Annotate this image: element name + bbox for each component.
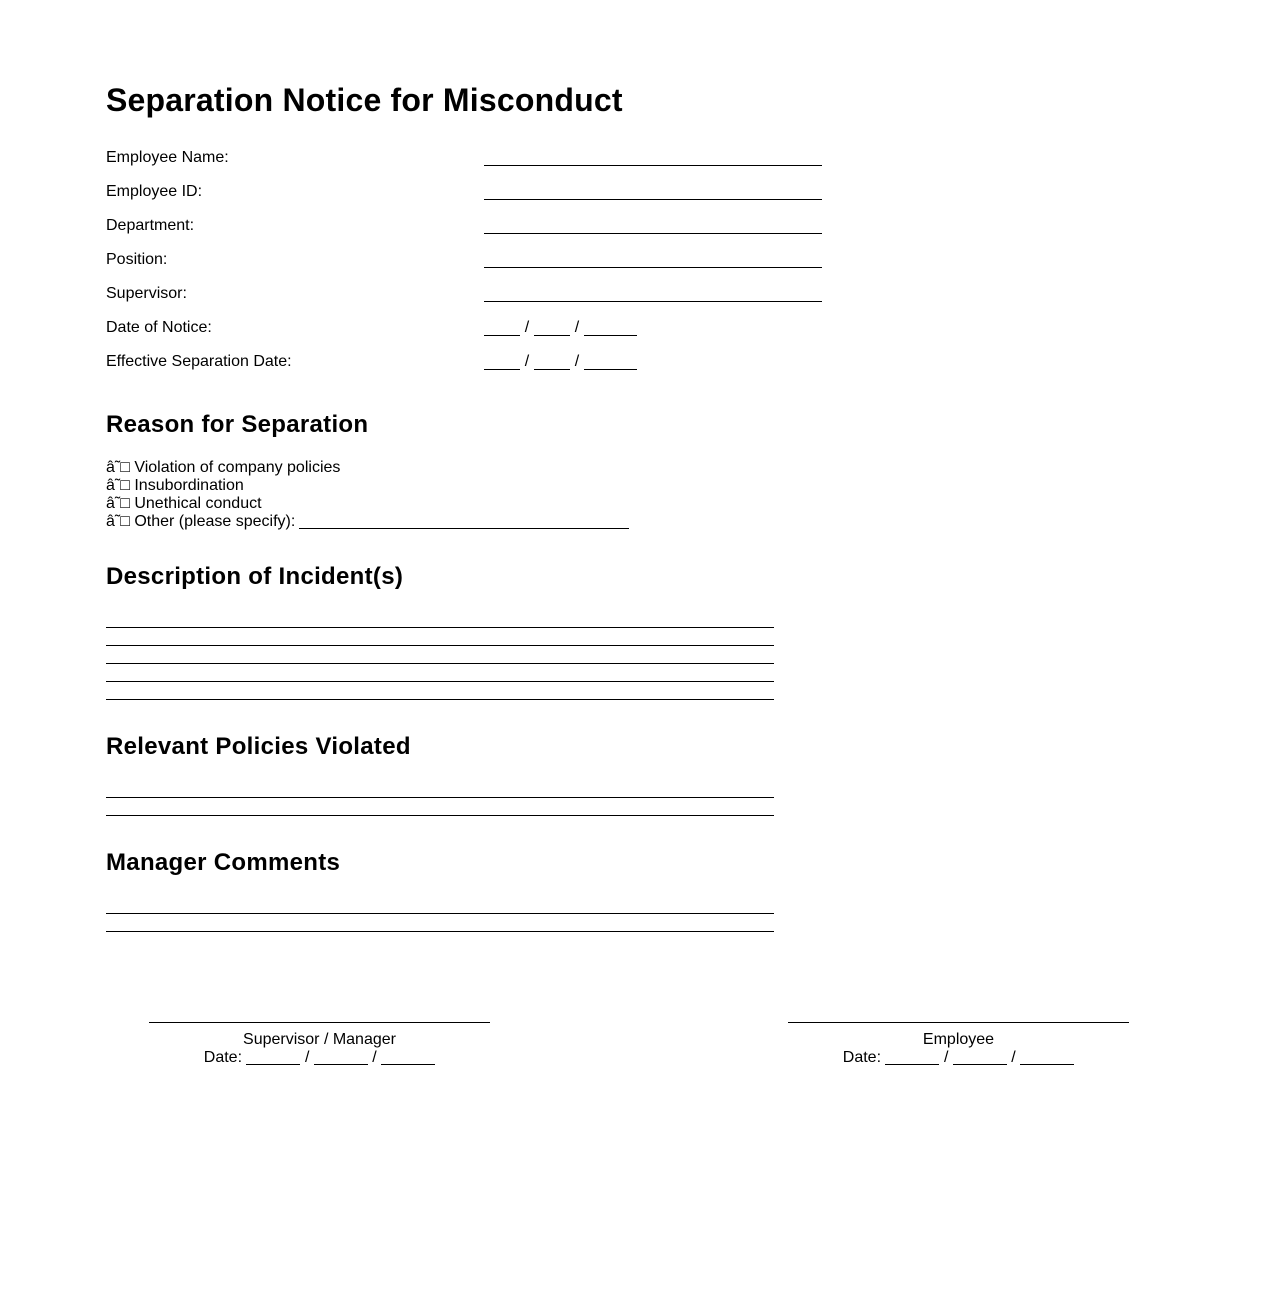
date-separator: / (304, 1049, 310, 1066)
position-row (106, 250, 826, 270)
checkbox-icon[interactable]: â˜□ (106, 477, 130, 494)
comments-heading: Manager Comments (106, 849, 341, 876)
supervisor-role-label: Supervisor / Manager (243, 1031, 396, 1048)
effective-date-row (106, 352, 826, 372)
checkbox-icon[interactable]: â˜□ (106, 495, 130, 512)
date-separator: / (943, 1049, 949, 1066)
date-of-notice-row (106, 318, 826, 338)
description-heading: Description of Incident(s) (106, 563, 404, 590)
page-title: Separation Notice for Misconduct (106, 82, 623, 118)
date-of-notice-field (484, 318, 637, 338)
policies-line-2[interactable] (106, 815, 774, 816)
employee-date-day-field[interactable] (953, 1049, 1007, 1065)
supervisor-field[interactable] (484, 301, 822, 302)
description-line-5[interactable] (106, 699, 774, 700)
supervisor-signature-block (149, 1022, 490, 1067)
policies-heading: Relevant Policies Violated (106, 733, 411, 760)
option-label: Violation of company policies (134, 459, 341, 476)
option-label: Unethical conduct (134, 495, 262, 512)
other-specify-field[interactable] (299, 513, 629, 529)
employee-role-label: Employee (922, 1031, 995, 1048)
description-line-4[interactable] (106, 681, 774, 682)
date-separator: / (574, 319, 580, 336)
date-of-notice-label: Date of Notice: (106, 319, 212, 336)
employee-id-row (106, 182, 826, 202)
description-line-1[interactable] (106, 627, 774, 628)
notice-year-field[interactable] (584, 318, 637, 336)
department-field[interactable] (484, 233, 822, 234)
department-label: Department: (106, 217, 195, 234)
supervisor-date-year-field[interactable] (381, 1049, 435, 1065)
supervisor-date-day-field[interactable] (314, 1049, 368, 1065)
department-row (106, 216, 826, 236)
reason-checklist (106, 459, 629, 531)
reason-heading: Reason for Separation (106, 411, 369, 438)
option-label: Other (please specify): (134, 513, 296, 530)
checkbox-icon[interactable]: â˜□ (106, 513, 130, 530)
checkbox-icon[interactable]: â˜□ (106, 459, 130, 476)
employee-date-month-field[interactable] (885, 1049, 939, 1065)
effective-date-field (484, 352, 637, 372)
employee-signature-line[interactable] (788, 1022, 1129, 1023)
date-separator: / (524, 353, 530, 370)
employee-date-row (788, 1049, 1129, 1067)
employee-id-field[interactable] (484, 199, 822, 200)
date-separator: / (574, 353, 580, 370)
option-label: Insubordination (134, 477, 244, 494)
supervisor-date-month-field[interactable] (246, 1049, 300, 1065)
date-separator: / (372, 1049, 377, 1066)
effective-month-field[interactable] (484, 352, 520, 370)
date-label: Date: (842, 1049, 882, 1066)
effective-day-field[interactable] (534, 352, 570, 370)
reason-option-unethical-conduct[interactable] (106, 495, 629, 513)
position-field[interactable] (484, 267, 822, 268)
comments-line-1[interactable] (106, 913, 774, 914)
employee-id-label: Employee ID: (106, 183, 203, 200)
employee-name-label: Employee Name: (106, 149, 229, 166)
employee-name-field[interactable] (484, 165, 822, 166)
date-separator: / (1011, 1049, 1016, 1066)
policies-line-1[interactable] (106, 797, 774, 798)
employee-date-year-field[interactable] (1020, 1049, 1074, 1065)
supervisor-row (106, 284, 826, 304)
reason-option-other[interactable] (106, 513, 629, 531)
notice-month-field[interactable] (484, 318, 520, 336)
date-separator: / (524, 319, 530, 336)
date-label: Date: (203, 1049, 243, 1066)
reason-option-policy-violation[interactable] (106, 459, 629, 477)
supervisor-date-row (149, 1049, 490, 1067)
supervisor-label: Supervisor: (106, 285, 187, 302)
notice-day-field[interactable] (534, 318, 570, 336)
employee-name-row (106, 148, 826, 168)
supervisor-signature-line[interactable] (149, 1022, 490, 1023)
effective-date-label: Effective Separation Date: (106, 353, 292, 370)
description-line-2[interactable] (106, 645, 774, 646)
position-label: Position: (106, 251, 168, 268)
description-line-3[interactable] (106, 663, 774, 664)
reason-option-insubordination[interactable] (106, 477, 629, 495)
effective-year-field[interactable] (584, 352, 637, 370)
comments-line-2[interactable] (106, 931, 774, 932)
employee-signature-block (788, 1022, 1129, 1067)
